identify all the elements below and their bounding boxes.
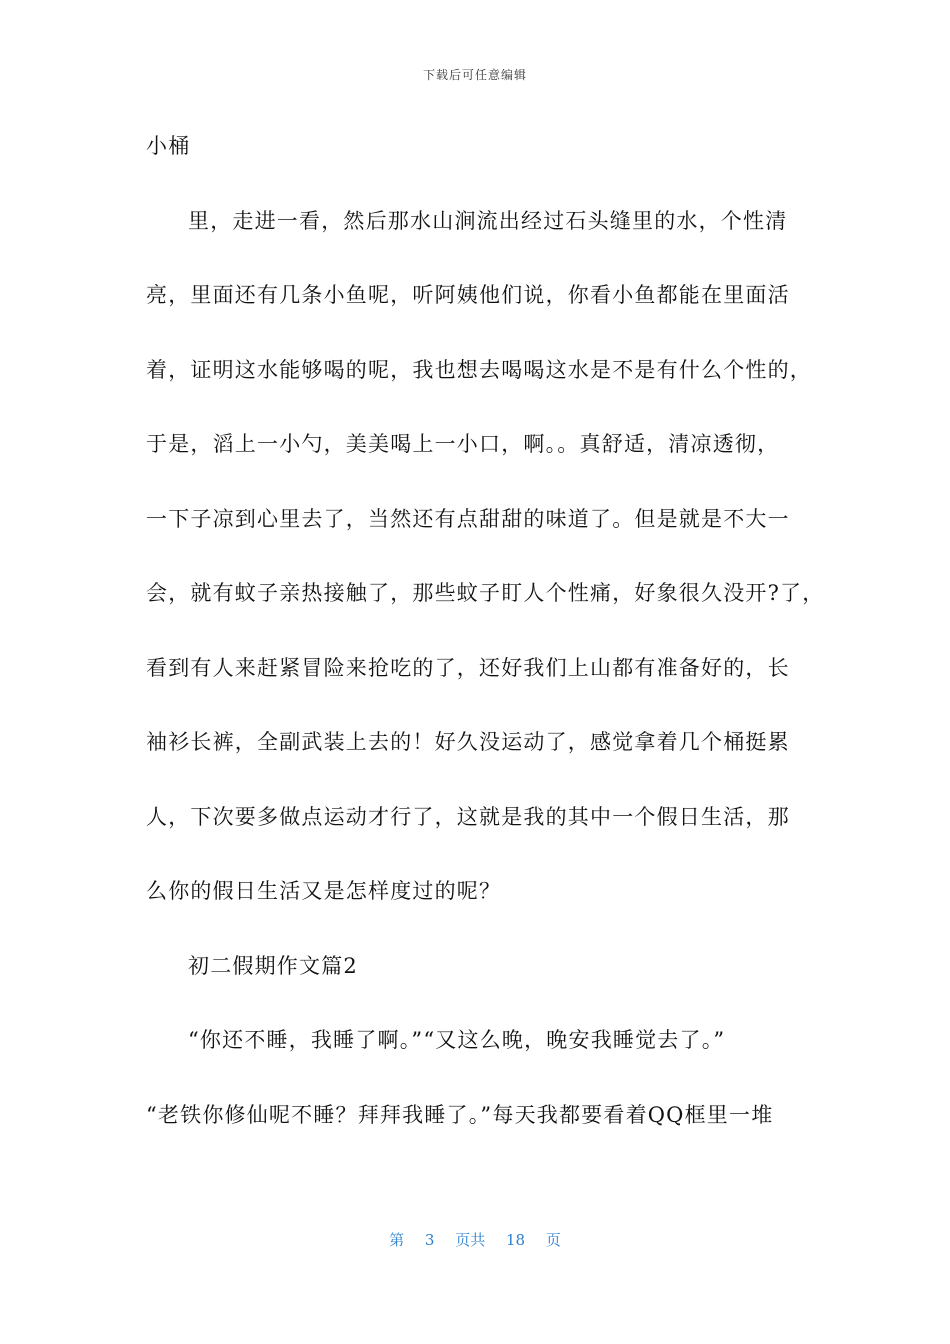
text-line: 袖衫长裤，全副武装上去的！好久没运动了，感觉拿着几个桶挺累	[146, 730, 790, 754]
footer-suffix: 页	[545, 1231, 561, 1249]
text-line: “你还不睡，我睡了啊。”“又这么晚，晚安我睡觉去了。”	[188, 1028, 726, 1052]
text-line: 小桶	[146, 134, 191, 158]
section-heading: 初二假期作文篇2	[188, 953, 358, 978]
text-line: “老铁你修仙呢不睡？拜拜我睡了。”每天我都要看着QQ框里一堆	[146, 1102, 774, 1127]
footer-prefix: 第	[389, 1231, 405, 1249]
text-line: 么你的假日生活又是怎样度过的呢？	[146, 879, 502, 903]
footer-total-pages: 18	[506, 1231, 526, 1249]
text-line: 会，就有蚊子亲热接触了，那些蚊子盯人个性痛，好象很久没开?了，	[146, 581, 825, 605]
text-line: 里，走进一看，然后那水山涧流出经过石头缝里的水，个性清	[188, 208, 788, 233]
text-line: 着，证明这水能够喝的呢，我也想去喝喝这水是不是有什么个性的，	[146, 357, 812, 382]
footer-page-number: 3	[424, 1231, 435, 1249]
text-line: 于是，滔上一小勺，美美喝上一小口，啊。。真舒适，清凉透彻，	[146, 432, 780, 456]
text-line: 看到有人来赶紧冒险来抢吃的了，还好我们上山都有准备好的，长	[146, 655, 790, 680]
page-footer	[0, 1229, 950, 1250]
footer-middle: 页共	[455, 1231, 486, 1249]
page-header: 下载后可任意编辑	[422, 68, 527, 82]
text-line: 亮，里面还有几条小鱼呢，听阿姨他们说，你看小鱼都能在里面活	[146, 283, 790, 307]
document-body	[146, 126, 826, 1169]
text-line: 一下子凉到心里去了，当然还有点甜甜的味道了。但是就是不大一	[146, 506, 790, 531]
text-line: 人，下次要多做点运动才行了，这就是我的其中一个假日生活，那	[146, 804, 790, 829]
